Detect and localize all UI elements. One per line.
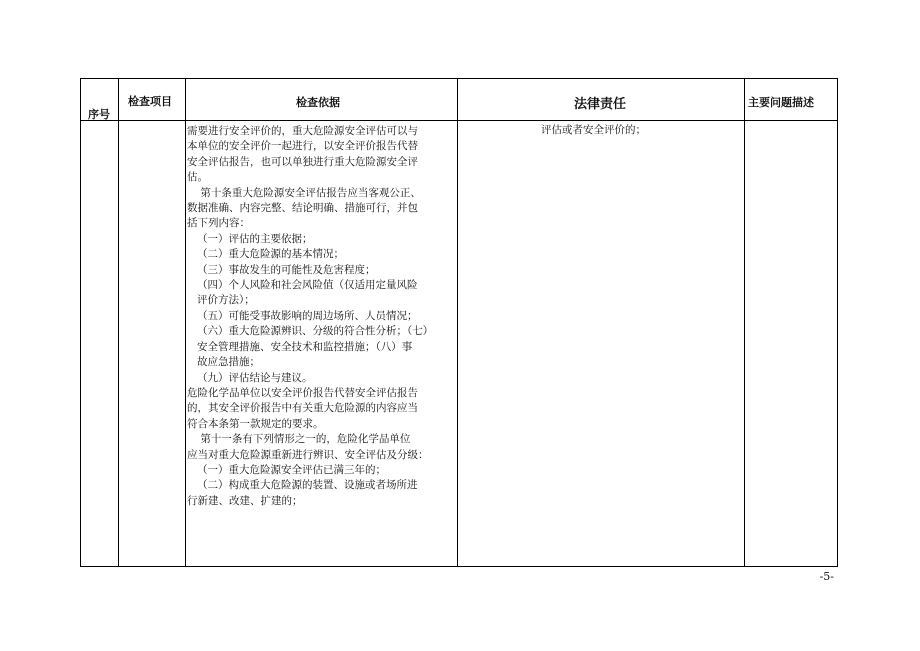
- basis-line: （三）事故发生的可能性及危害程度；: [187, 263, 376, 276]
- basis-line: 的，其安全评价报告中有关重大危险源的内容应当: [187, 402, 418, 415]
- basis-line: 估。: [187, 171, 208, 184]
- header-issues: 主要问题描述: [748, 96, 814, 109]
- header-legal: 法律责任: [574, 97, 627, 112]
- basis-line: 安全管理措施、安全技术和监控措施；（八）事: [187, 340, 413, 353]
- basis-line: 行新建、改建、扩建的；: [187, 494, 303, 507]
- basis-line: （一）评估的主要依据；: [187, 232, 313, 245]
- basis-line: （一）重大危险源安全评估已满三年的；: [187, 463, 387, 476]
- basis-line: 第十条重大危险源安全评估报告应当客观公正、: [187, 186, 421, 199]
- basis-line: （六）重大危险源辨识、分级的符合性分析；（七）: [187, 325, 434, 338]
- header-basis: 检查依据: [296, 96, 340, 109]
- header-seq: 序号: [88, 108, 110, 121]
- basis-line: （五）可能受事故影响的周边场所、人员情况；: [187, 309, 418, 322]
- header-bottom-border: [80, 120, 838, 121]
- header-item: 检查项目: [128, 95, 172, 108]
- basis-line: 故应急措施；: [187, 356, 261, 369]
- column-divider-4: [744, 78, 745, 567]
- column-divider-1: [118, 78, 119, 567]
- legal-text: 评估或者安全评价的；: [541, 124, 646, 136]
- basis-line: 评价方法）；: [187, 294, 255, 307]
- inspection-table: [80, 78, 838, 567]
- table-top-border: [80, 78, 838, 79]
- basis-line: 需要进行安全评价的，重大危险源安全评估可以与: [187, 125, 418, 137]
- basis-line: 符合本条第一款规定的要求。: [187, 417, 324, 430]
- basis-line: 第十一条有下列情形之一的，危险化学品单位: [187, 433, 411, 446]
- basis-line: （九）评估结论与建议。: [187, 371, 313, 384]
- basis-line: （二）重大危险源的基本情况；: [187, 248, 345, 261]
- page-number: -5-: [819, 570, 834, 583]
- basis-line: （四）个人风险和社会风险值（仅适用定量风险: [187, 279, 418, 292]
- basis-line: 数据准确、内容完整、结论明确、措施可行，并包: [187, 202, 418, 215]
- basis-line: 应当对重大危险源重新进行辨识、安全评估及分级：: [187, 448, 429, 461]
- table-bottom-border: [80, 566, 838, 567]
- column-divider-3: [457, 78, 458, 567]
- basis-line: 危险化学品单位以安全评价报告代替安全评估报告: [187, 386, 418, 399]
- table-left-border: [80, 78, 81, 567]
- basis-line: 括下列内容：: [187, 217, 250, 230]
- basis-line: 安全评估报告，也可以单独进行重大危险源安全评: [187, 155, 418, 168]
- table-right-border: [837, 78, 838, 567]
- basis-line: （二）构成重大危险源的装置、设施或者场所进: [187, 479, 418, 492]
- basis-line: 本单位的安全评价一起进行，以安全评价报告代替: [187, 140, 418, 153]
- basis-text: [187, 124, 455, 509]
- column-divider-2: [185, 78, 186, 567]
